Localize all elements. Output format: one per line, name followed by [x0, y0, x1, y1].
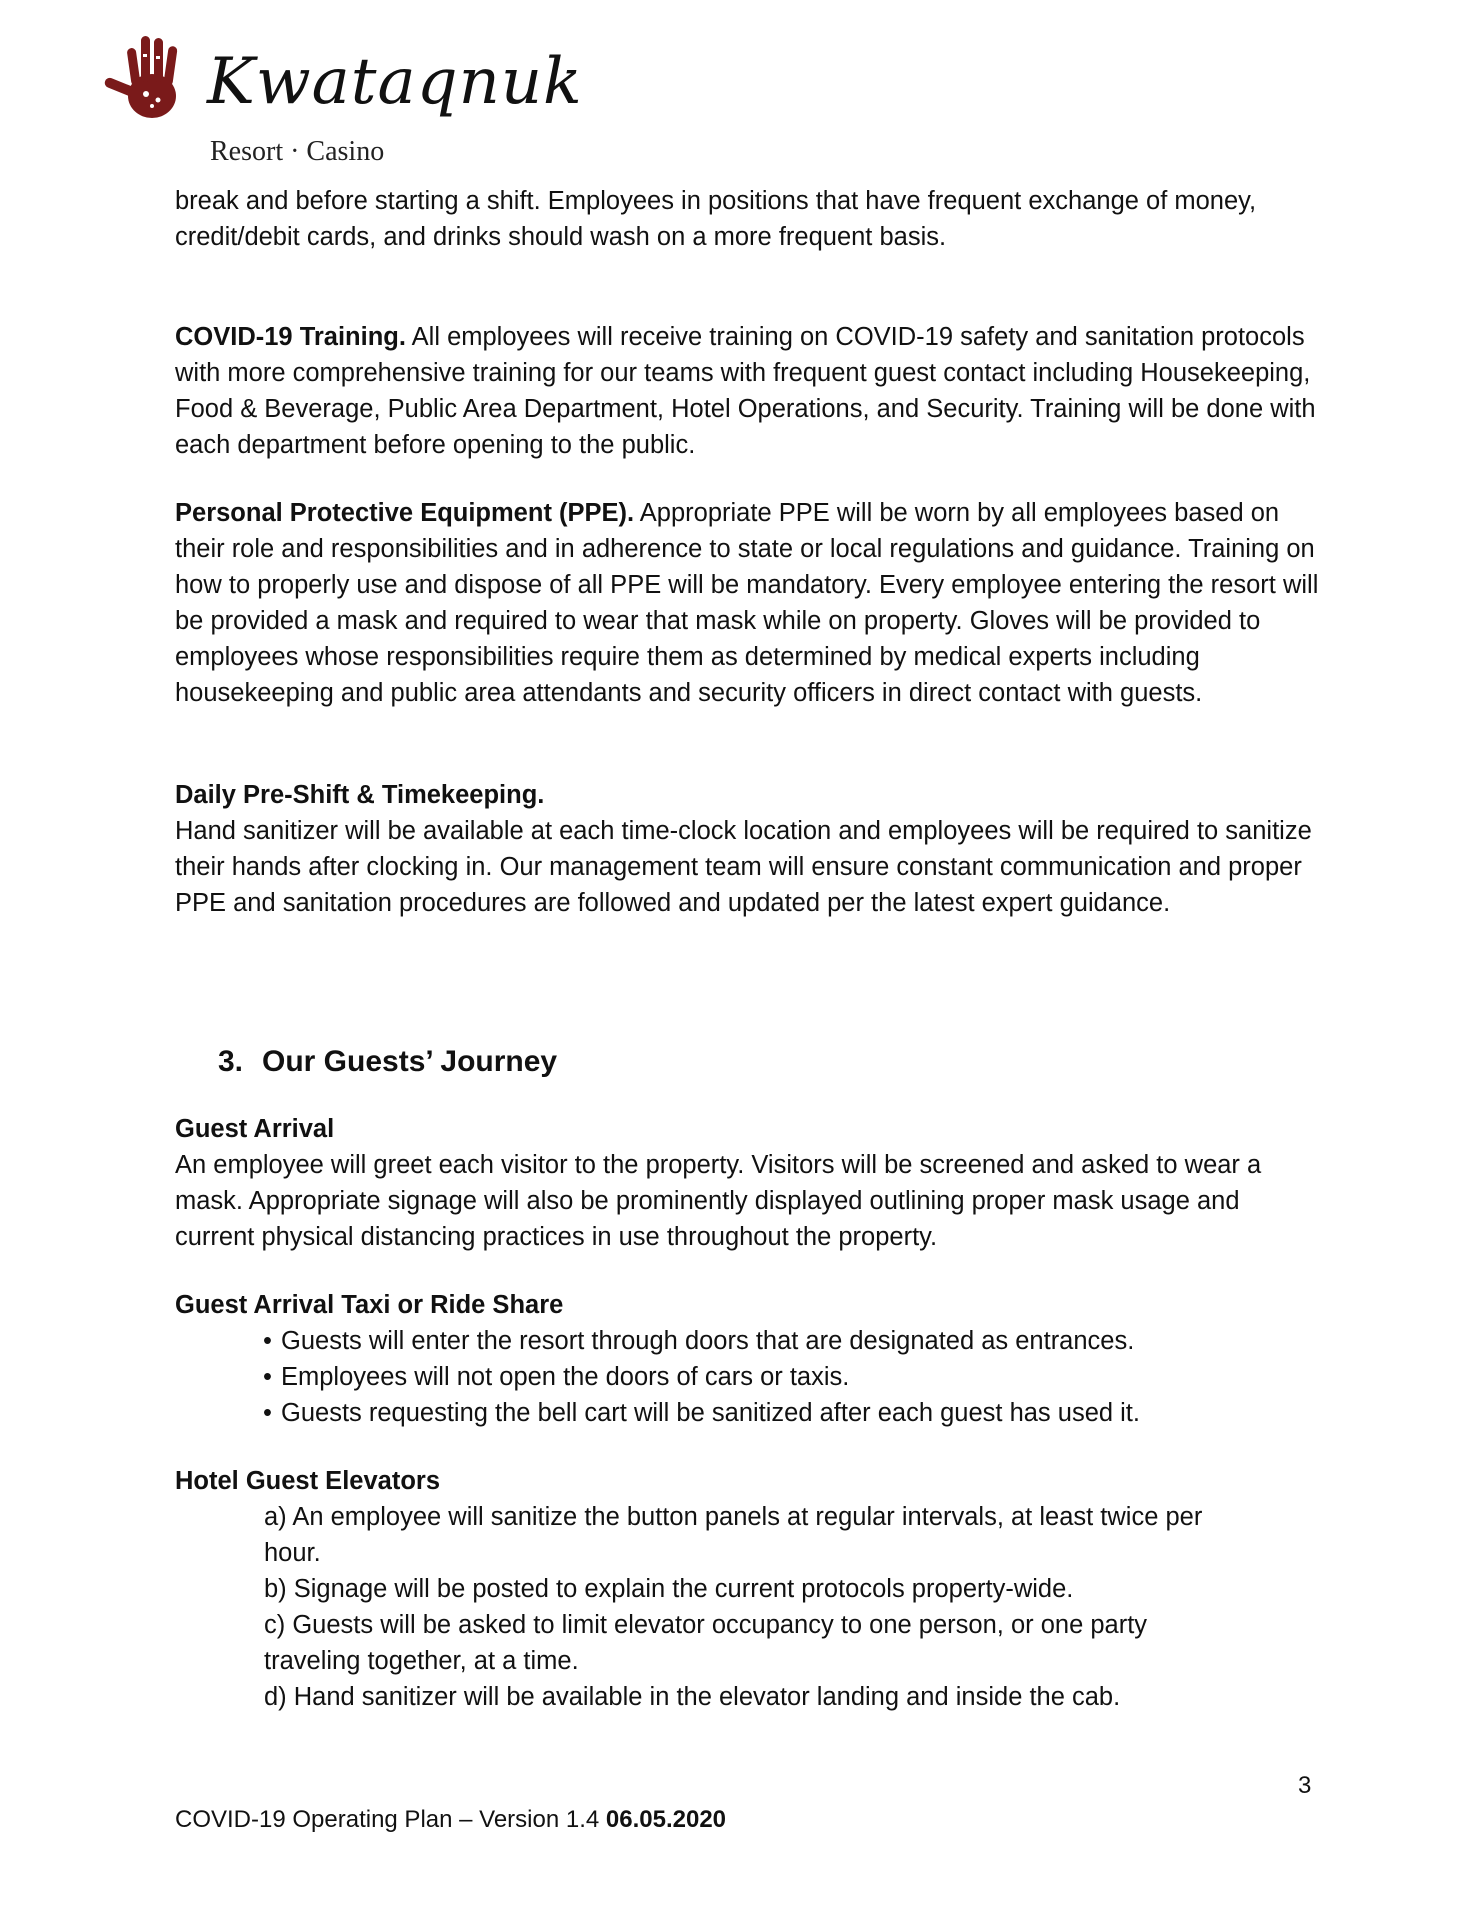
list-item: a) An employee will sanitize the button panels at regular intervals, at least twice per hour.	[264, 1503, 1203, 1567]
bullet-icon: •	[263, 1363, 272, 1391]
section-number: 3.	[218, 1045, 244, 1078]
guest-arrival-text: An employee will greet each visitor to the property. Visitors will be screened and asked to wear a mask. Appropriate signage will also be prominently displayed outlining proper mask usage and current physical distancing practices in use throughout the property.	[175, 1151, 1262, 1251]
intro-paragraph: break and before starting a shift. Employees in positions that have frequent exchange of money, credit/debit cards, and drinks should wash on a more frequent basis.	[175, 187, 1257, 251]
elevators-list	[175, 1499, 1250, 1715]
bullet-icon: •	[263, 1399, 272, 1427]
brand-subtitle: Resort · Casino	[210, 136, 385, 167]
footer-text: COVID-19 Operating Plan – Version 1.4	[175, 1806, 606, 1833]
preshift-section	[175, 777, 1325, 921]
preshift-text: Hand sanitizer will be available at each time-clock location and employees will be required to sanitize their hands after clocking in. Our management team will ensure constant communication and proper PPE and sanitation procedures are followed and updated per the latest expert guidance.	[175, 817, 1312, 917]
elevators-section	[175, 1463, 1325, 1715]
ppe-text: Appropriate PPE will be worn by all employees based on their role and responsibilities and in adherence to state or local regulations and guidance. Training on how to properly use and dispose of all PPE will be mandatory. Every employee entering the resort will be provided a mask and required to wear that mask while on property. Gloves will be provided to employees whose responsibilities require them as determined by medical experts including housekeeping and public area attendants and security officers in direct contact with guests.	[175, 499, 1319, 707]
logo	[102, 26, 583, 176]
preshift-heading: Daily Pre-Shift & Timekeeping.	[175, 781, 545, 809]
brand-name: Kwataqnuk	[207, 45, 583, 119]
list-item: • Employees will not open the doors of cars or taxis.	[175, 1359, 1325, 1395]
taxi-heading: Guest Arrival Taxi or Ride Share	[175, 1291, 564, 1319]
handprint-icon	[102, 26, 202, 126]
list-item: c) Guests will be asked to limit elevator occupancy to one person, or one party traveling together, at a time.	[264, 1611, 1148, 1675]
section-title: Our Guests’ Journey	[262, 1045, 558, 1078]
guest-arrival-section	[175, 1111, 1325, 1255]
list-item: b) Signage will be posted to explain the current protocols property-wide.	[264, 1575, 1074, 1603]
list-item: • Guests will enter the resort through doors that are designated as entrances.	[175, 1323, 1325, 1359]
bullet-icon: •	[263, 1327, 272, 1355]
taxi-bullet-list	[175, 1323, 1325, 1431]
footer	[175, 1806, 726, 1834]
list-item: d) Hand sanitizer will be available in the elevator landing and inside the cab.	[264, 1683, 1121, 1711]
training-paragraph	[175, 319, 1325, 463]
elevators-heading: Hotel Guest Elevators	[175, 1467, 440, 1495]
ppe-paragraph	[175, 495, 1325, 711]
guest-arrival-heading: Guest Arrival	[175, 1115, 335, 1143]
section-heading	[218, 1042, 557, 1082]
list-item: • Guests requesting the bell cart will be sanitized after each guest has used it.	[175, 1395, 1325, 1431]
taxi-section	[175, 1287, 1325, 1431]
training-text: All employees will receive training on COVID-19 safety and sanitation protocols with more comprehensive training for our teams with frequent guest contact including Housekeeping, Food & Beverage, Public Area Department, Hotel Operations, and Security. Training will be done with each department before opening to the public.	[175, 323, 1316, 459]
page-number: 3	[1298, 1772, 1312, 1799]
footer-date: 06.05.2020	[605, 1806, 727, 1833]
ppe-heading: Personal Protective Equipment (PPE).	[175, 499, 635, 527]
training-heading: COVID-19 Training.	[175, 323, 406, 351]
